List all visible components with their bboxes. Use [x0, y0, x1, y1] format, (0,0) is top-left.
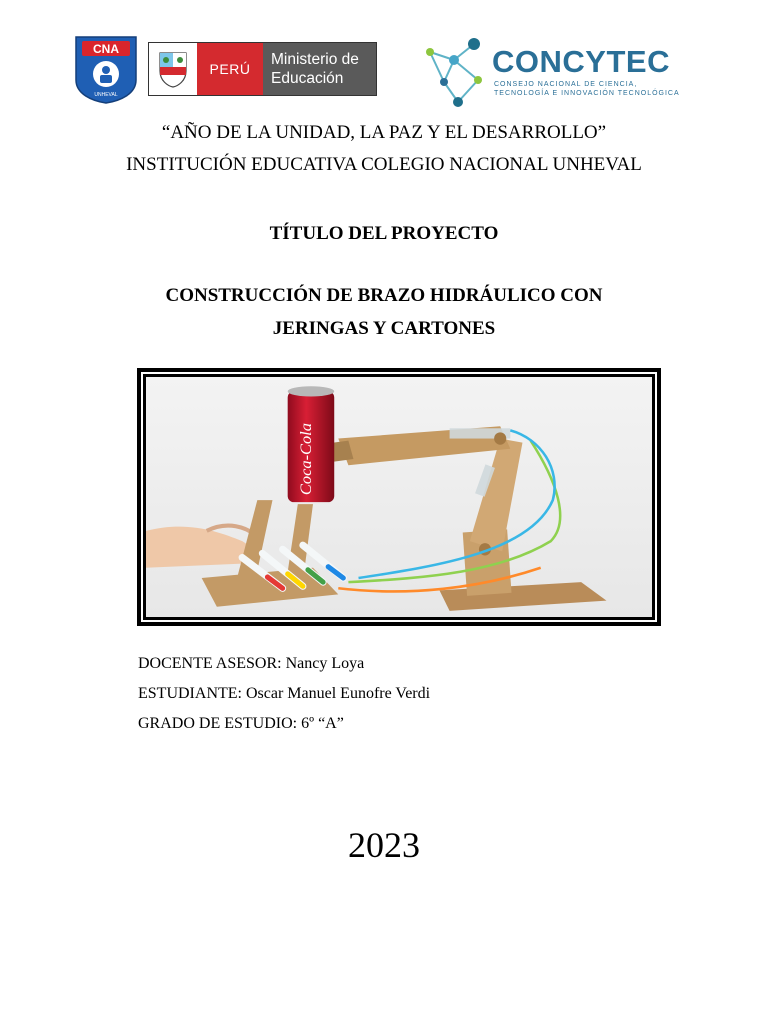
project-title-line2: JERINGAS Y CARTONES	[272, 318, 496, 339]
ministry-line2: Educación	[271, 70, 344, 87]
cna-logo	[72, 34, 140, 104]
concytec-subtitle-line1: CONSEJO NACIONAL DE CIENCIA,	[494, 81, 638, 88]
ministry-line1: Ministerio de	[271, 51, 359, 68]
cna-logo-subtext: UNHEVAL	[94, 92, 118, 98]
school-name: INSTITUCIÓN EDUCATIVA COLEGIO NACIONAL UNHEVAL	[126, 154, 642, 175]
network-icon	[414, 30, 494, 110]
project-title-line1: CONSTRUCCIÓN DE BRAZO HIDRÁULICO CON	[165, 285, 603, 306]
grade-level: GRADO DE ESTUDIO: 6º “A”	[138, 715, 344, 732]
year: 2023	[348, 825, 420, 865]
project-title-label: TÍTULO DEL PROYECTO	[269, 223, 499, 244]
concytec-logo	[414, 30, 699, 110]
teacher-advisor: DOCENTE ASESOR: Nancy Loya	[138, 655, 365, 672]
ministry-label	[263, 43, 376, 95]
student-name: ESTUDIANTE: Oscar Manuel Eunofre Verdi	[138, 685, 431, 702]
cna-logo-text: CNA	[93, 42, 119, 56]
peru-label: PERÚ	[197, 43, 263, 95]
concytec-subtitle-line2: TECNOLOGÍA E INNOVACIÓN TECNOLÓGICA	[494, 90, 680, 97]
hydraulic-arm-photo	[146, 377, 652, 617]
peru-coat-of-arms-icon	[149, 43, 197, 95]
concytec-wordmark: CONCYTEC	[492, 44, 670, 79]
project-photo-frame	[137, 368, 661, 626]
minedu-logo	[148, 42, 377, 96]
year-motto: “AÑO DE LA UNIDAD, LA PAZ Y EL DESARROLLO”	[161, 122, 607, 143]
can-label: Coca-Cola	[296, 423, 315, 496]
